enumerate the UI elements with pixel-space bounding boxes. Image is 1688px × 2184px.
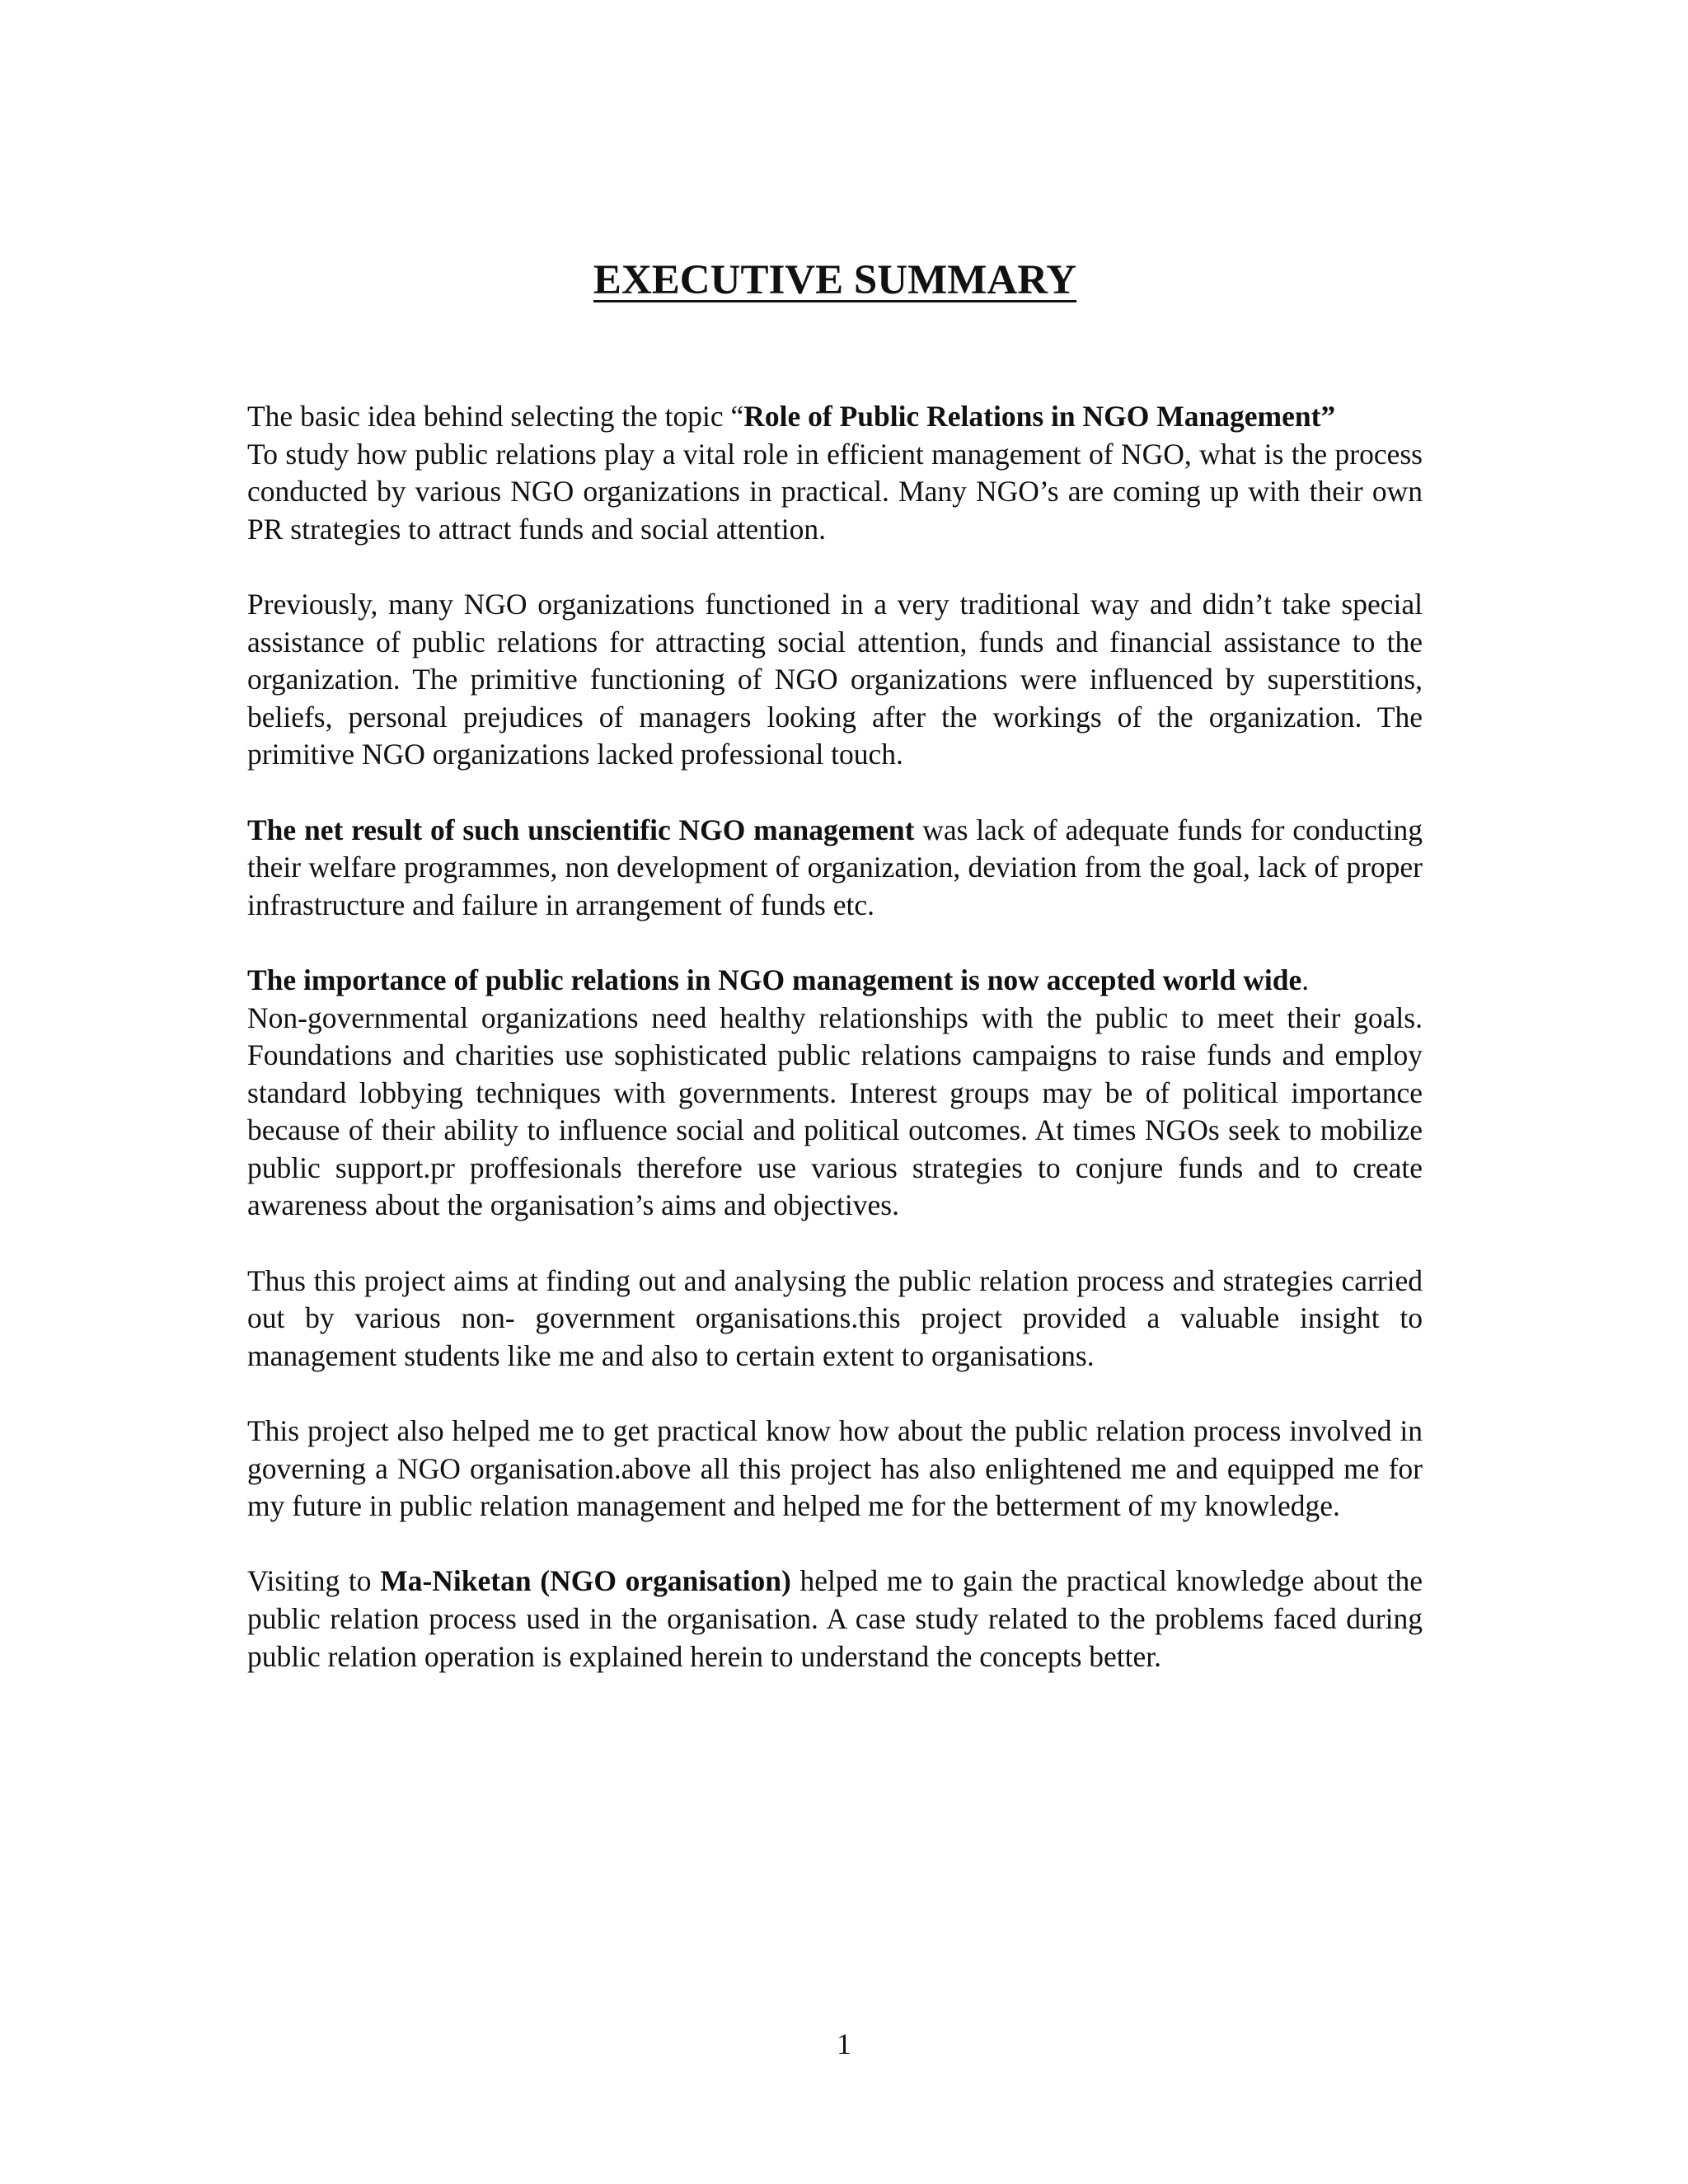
paragraph-importance — [247, 962, 1423, 1225]
organisation-name: Ma-Niketan (NGO organisation) — [380, 1564, 791, 1598]
paragraph-project-aims: Thus this project aims at finding out and analysing the public relation process and strategies carried out by various non- government organisations.this project provided a valuable insight to management students like me and also to certain extent to organisations. — [247, 1263, 1423, 1372]
paragraph-project-benefits: This project also helped me to get practical know how about the public relation process involved in governing a NGO organisation.above all this project has also enlightened me and equipped me for my future in public relation management and helped me for the betterment of my knowledge. — [247, 1414, 1423, 1523]
page-title: EXECUTIVE SUMMARY — [593, 257, 1077, 303]
importance-period: . — [1301, 963, 1310, 996]
document-page — [247, 251, 1423, 1713]
case-study-text: helped me to gain the practical knowledge about the public relation process used in the organisation. A case study related to the problems faced during public relation operation is explained herein to understand the concepts better. — [247, 1564, 1423, 1673]
page-number: 1 — [837, 2027, 851, 2060]
topic-name: Role of Public Relations in NGO Management” — [743, 400, 1336, 433]
paragraph-topic — [247, 398, 1423, 548]
paragraph-history: Previously, many NGO organizations functioned in a very traditional way and didn’t take special assistance of public relations for attracting social attention, funds and financial assistance to the organization. The primitive functioning of NGO organizations were influenced by superstitions, beliefs, personal prejudices of managers looking after the workings of the organization. The primitive NGO organizations lacked professional touch. — [247, 587, 1423, 771]
net-result-text: was lack of adequate funds for conducting their welfare programmes, non development of organization, deviation from the goal, lack of proper infrastructure and failure in arrangement of funds etc. — [247, 813, 1423, 921]
net-result-heading: The net result of such unscientific NGO management — [247, 813, 915, 846]
case-study-intro: Visiting to — [247, 1564, 381, 1598]
paragraph-net-result — [247, 812, 1423, 925]
paragraph-case-study — [247, 1563, 1423, 1675]
importance-text: Non-governmental organizations need healthy relationships with the public to meet their goals. Foundations and charities use sophisticated public relations campaigns to raise funds and employ standard lobbying techniques with governments. Interest groups may be of political importance because of their ability to influence social and political outcomes. At times NGOs seek to mobilize public support.pr proffesionals therefore use various strategies to conjure funds and to create awareness about the organisation’s aims and objectives. — [247, 1001, 1423, 1222]
importance-heading: The importance of public relations in NGO management is now accepted world wide — [247, 963, 1302, 996]
topic-description: To study how public relations play a vital role in efficient management of NGO, what is the process conducted by various NGO organizations in practical. Many NGO’s are coming up with their own PR strategies to attract funds and social attention. — [247, 437, 1423, 546]
topic-intro-text: The basic idea behind selecting the topic “ — [247, 400, 744, 433]
